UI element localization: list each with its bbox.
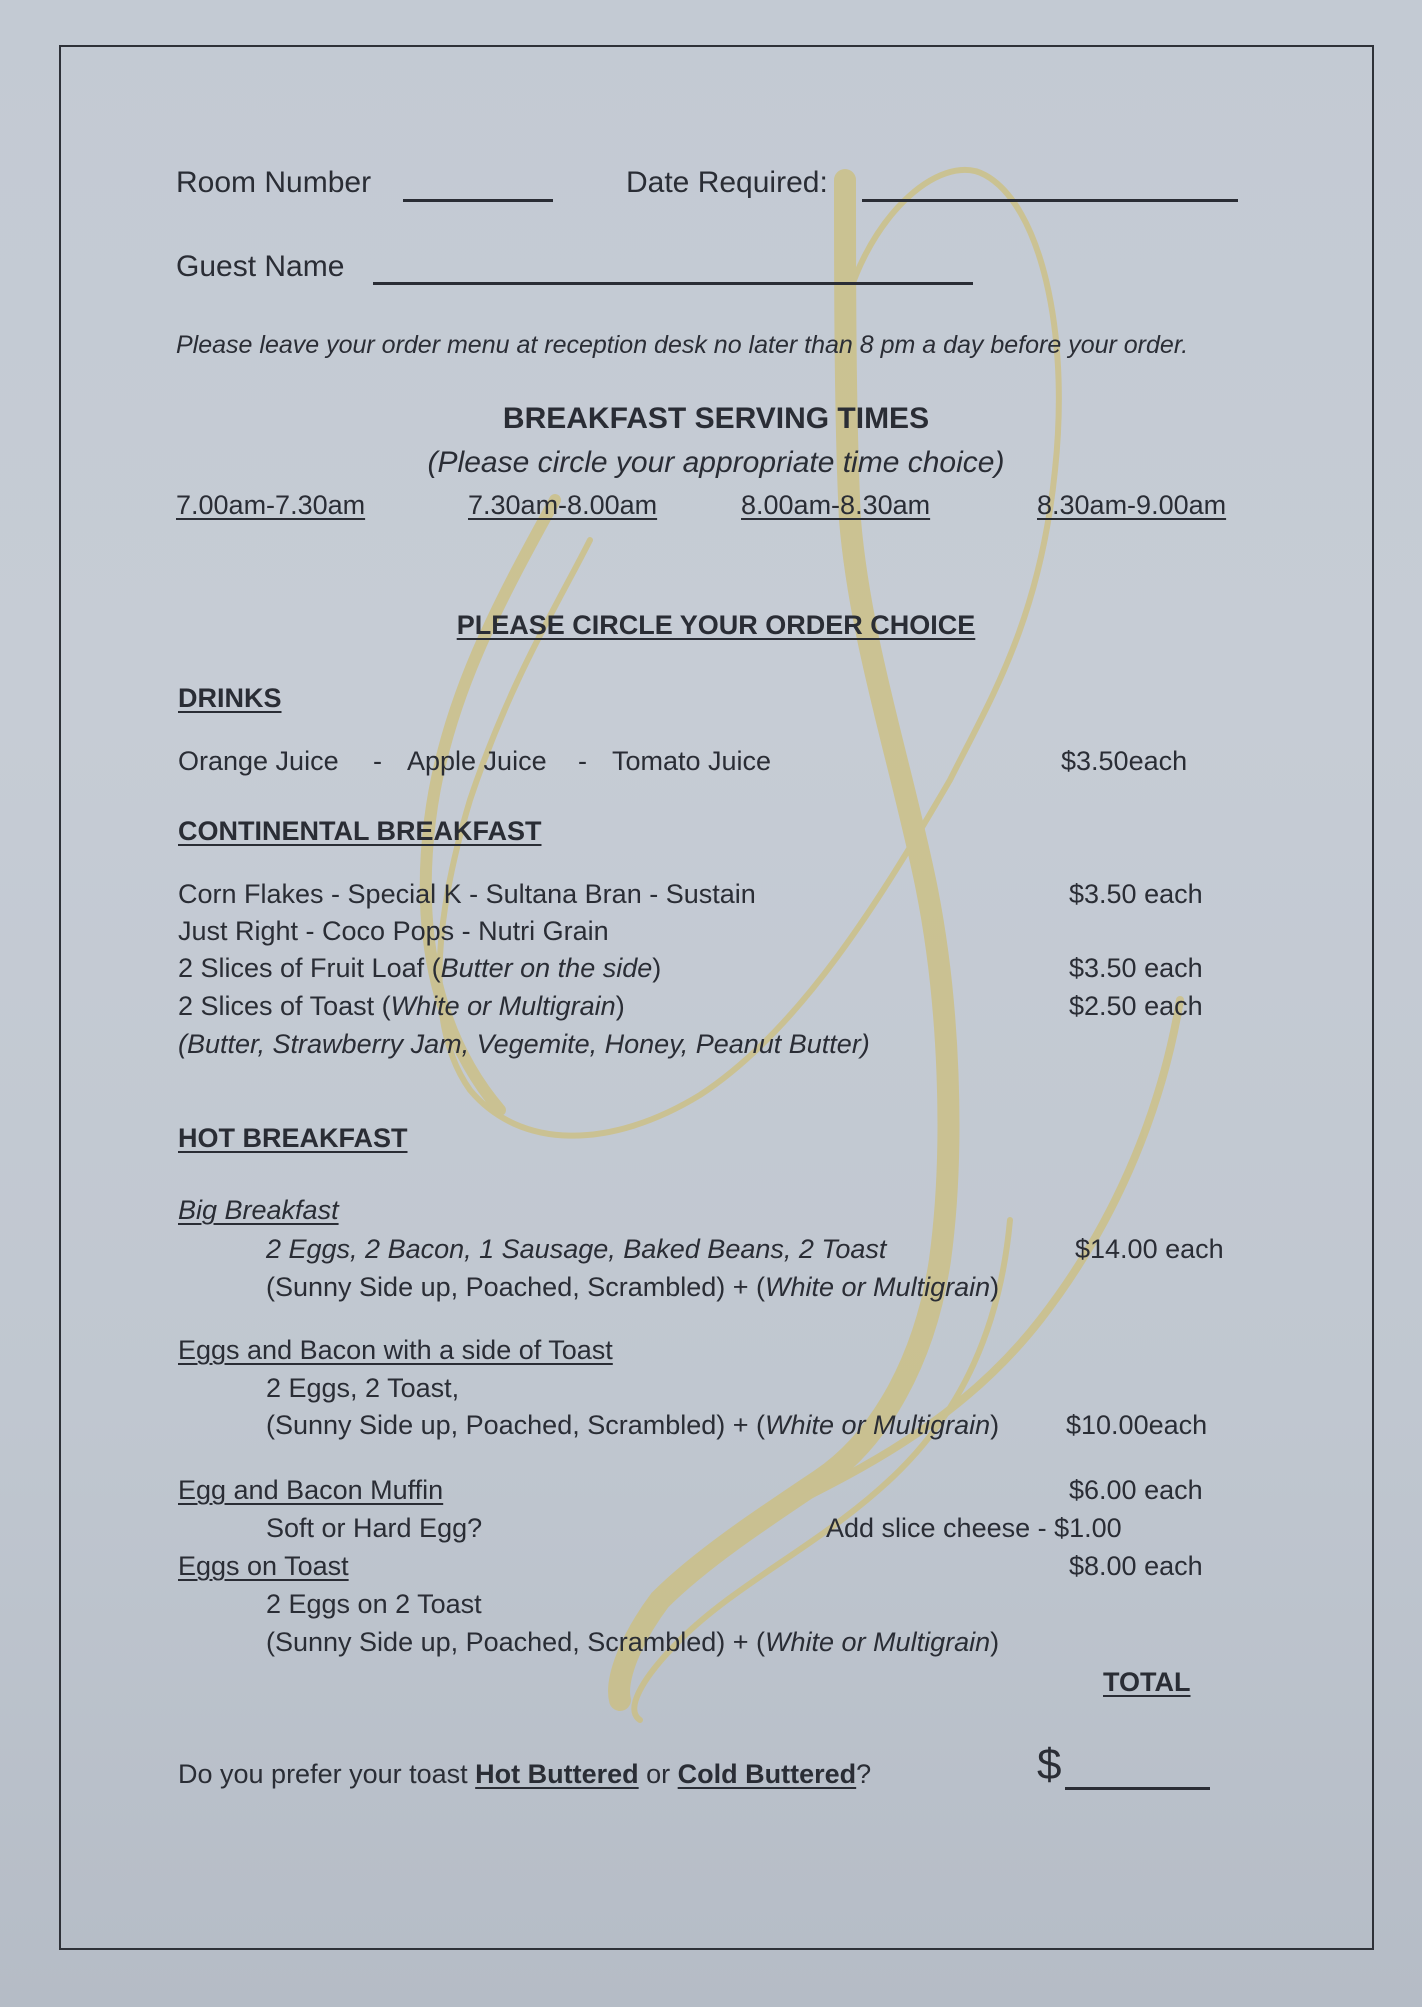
continental-heading: CONTINENTAL BREAKFAST xyxy=(178,816,542,846)
cereals-price: $3.50 each xyxy=(1069,879,1203,909)
total-label: TOTAL xyxy=(1103,1667,1191,1697)
question-mark: ? xyxy=(856,1759,872,1789)
toast-note: White or Multigrain xyxy=(390,991,616,1021)
options-close: ) xyxy=(990,1627,1000,1657)
muffin-desc[interactable]: Soft or Hard Egg? xyxy=(266,1513,483,1543)
hot-breakfast-heading: HOT BREAKFAST xyxy=(178,1123,408,1153)
big-breakfast-options[interactable] xyxy=(266,1272,999,1303)
drink-separator: - xyxy=(373,746,382,776)
spreads-options[interactable]: (Butter, Strawberry Jam, Vegemite, Honey, Peanut Butter) xyxy=(178,1029,870,1059)
time-slot-3[interactable]: 8.00am-8.30am xyxy=(741,490,931,520)
time-slot-2[interactable]: 7.30am-8.00am xyxy=(468,490,658,520)
time-slot-4[interactable]: 8.30am-9.00am xyxy=(1037,490,1227,520)
toast-item[interactable] xyxy=(178,991,625,1022)
eggs-bacon-desc: 2 Eggs, 2 Toast, xyxy=(266,1373,460,1403)
serving-times-subtitle: (Please circle your appropriate time choice) xyxy=(427,446,1005,479)
room-number-label: Room Number xyxy=(176,166,372,199)
time-slot-1[interactable]: 7.00am-7.30am xyxy=(176,490,366,520)
muffin-cheese-addon[interactable]: Add slice cheese - $1.00 xyxy=(826,1513,1122,1543)
big-breakfast-desc: 2 Eggs, 2 Bacon, 1 Sausage, Baked Beans, 2 Toast xyxy=(266,1234,887,1264)
bread-options: White or Multigrain xyxy=(765,1410,991,1440)
serving-times-title: BREAKFAST SERVING TIMES xyxy=(502,402,930,435)
drinks-heading: DRINKS xyxy=(178,683,282,713)
eggs-toast-options[interactable] xyxy=(266,1627,999,1658)
eggs-bacon-options[interactable] xyxy=(266,1410,999,1441)
options-close: ) xyxy=(990,1410,1000,1440)
big-breakfast-price: $14.00 each xyxy=(1075,1234,1224,1264)
fruit-loaf-item[interactable] xyxy=(178,953,661,984)
egg-style-options: (Sunny Side up, Poached, Scrambled) + ( xyxy=(266,1272,766,1302)
fruit-loaf-price: $3.50 each xyxy=(1069,953,1203,983)
eggs-bacon-name[interactable]: Eggs and Bacon with a side of Toast xyxy=(178,1335,613,1365)
cold-buttered-option[interactable]: Cold Buttered xyxy=(677,1759,857,1789)
drink-orange-juice[interactable]: Orange Juice xyxy=(178,746,339,776)
options-close: ) xyxy=(990,1272,1000,1302)
cereals-line-2[interactable]: Just Right - Coco Pops - Nutri Grain xyxy=(178,916,609,946)
egg-style-options: (Sunny Side up, Poached, Scrambled) + ( xyxy=(266,1627,766,1657)
order-choice-heading: PLEASE CIRCLE YOUR ORDER CHOICE xyxy=(456,610,976,640)
date-required-label: Date Required: xyxy=(626,166,828,199)
cereals-line-1[interactable]: Corn Flakes - Special K - Sultana Bran - Sustain xyxy=(178,879,756,909)
drink-apple-juice[interactable]: Apple Juice xyxy=(407,746,547,776)
date-required-field[interactable] xyxy=(862,199,1238,202)
or-text: or xyxy=(638,1759,678,1789)
eggs-bacon-price: $10.00each xyxy=(1066,1410,1208,1440)
big-breakfast-name[interactable]: Big Breakfast xyxy=(178,1195,339,1225)
currency-symbol: $ xyxy=(1037,1740,1062,1789)
bread-options: White or Multigrain xyxy=(765,1627,991,1657)
drink-tomato-juice[interactable]: Tomato Juice xyxy=(612,746,772,776)
fruit-loaf-close: ) xyxy=(652,953,662,983)
drinks-price: $3.50each xyxy=(1061,746,1188,776)
room-number-field[interactable] xyxy=(403,199,553,202)
hot-buttered-option[interactable]: Hot Buttered xyxy=(475,1759,639,1789)
toast-close: ) xyxy=(615,991,625,1021)
toast-price: $2.50 each xyxy=(1069,991,1203,1021)
toast-preference-question xyxy=(178,1759,871,1790)
question-text: Do you prefer your toast xyxy=(178,1759,476,1789)
order-notice: Please leave your order menu at reception desk no later than 8 pm a day before your order. xyxy=(176,331,1189,359)
muffin-name[interactable]: Egg and Bacon Muffin xyxy=(178,1475,444,1505)
toast-label: 2 Slices of Toast ( xyxy=(178,991,391,1021)
total-amount-field[interactable] xyxy=(1065,1787,1210,1790)
drink-separator: - xyxy=(578,746,587,776)
eggs-toast-name[interactable]: Eggs on Toast xyxy=(178,1551,349,1581)
egg-style-options: (Sunny Side up, Poached, Scrambled) + ( xyxy=(266,1410,766,1440)
fruit-loaf-label: 2 Slices of Fruit Loaf ( xyxy=(178,953,441,983)
guest-name-label: Guest Name xyxy=(176,250,345,283)
guest-name-field[interactable] xyxy=(373,282,973,285)
bread-options: White or Multigrain xyxy=(765,1272,991,1302)
eggs-toast-price: $8.00 each xyxy=(1069,1551,1203,1581)
fruit-loaf-note: Butter on the side xyxy=(440,953,653,983)
muffin-price: $6.00 each xyxy=(1069,1475,1203,1505)
eggs-toast-desc: 2 Eggs on 2 Toast xyxy=(266,1589,482,1619)
